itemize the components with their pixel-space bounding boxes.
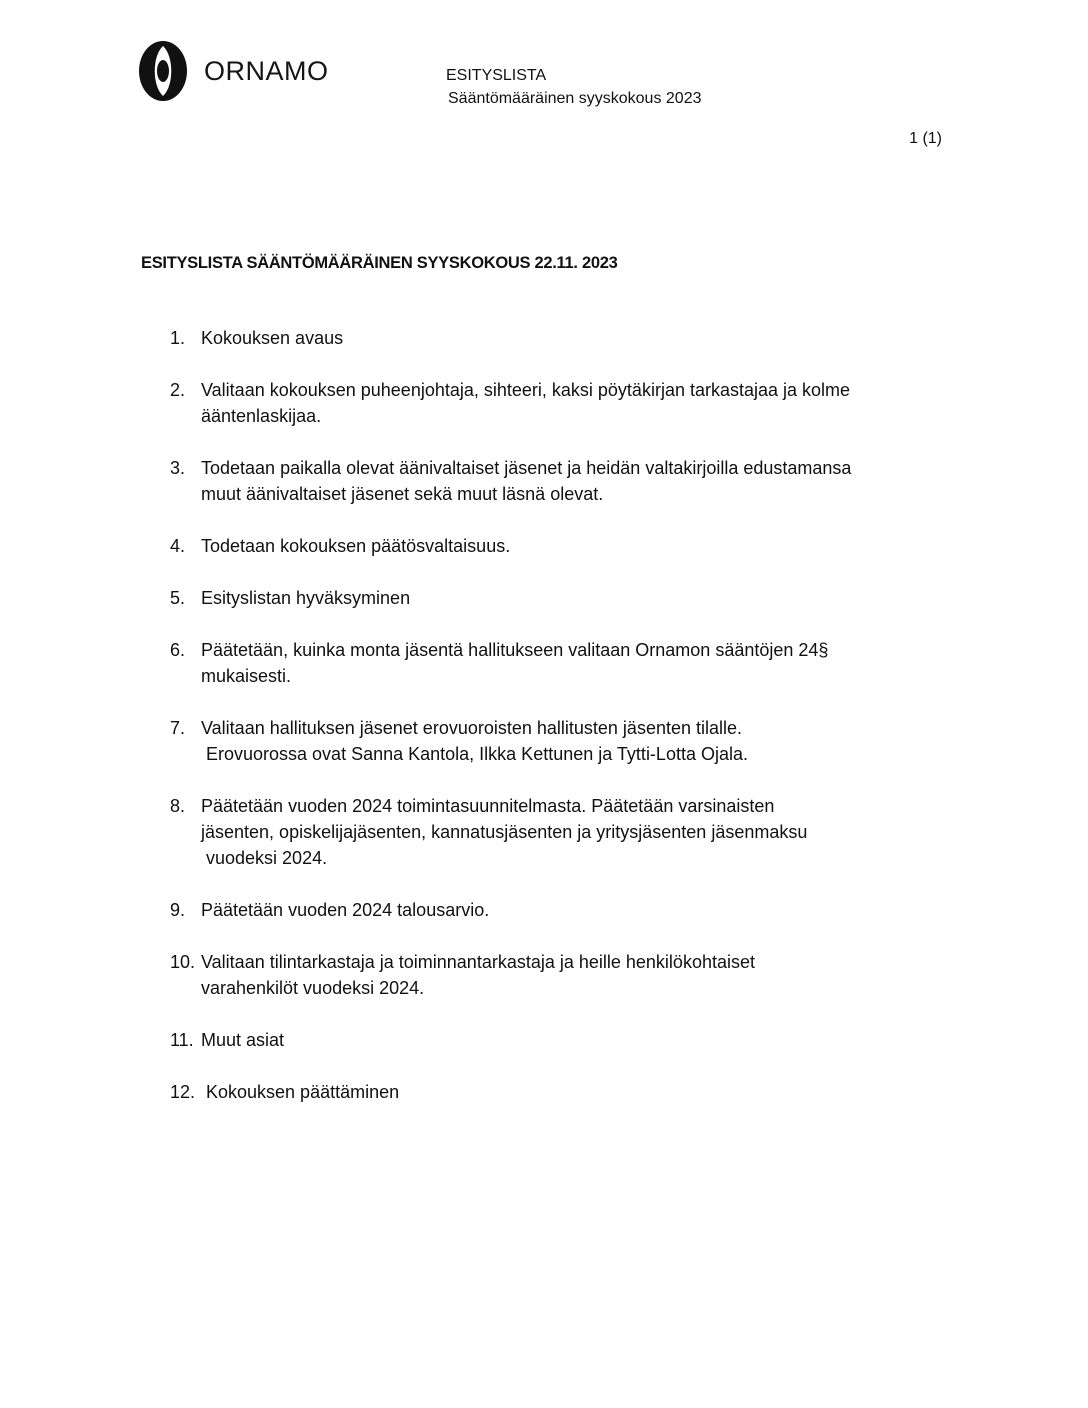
agenda-item-text <box>201 715 960 767</box>
agenda-item-number: 8. <box>170 796 186 816</box>
agenda-item-number: 1. <box>170 328 186 348</box>
agenda-item <box>170 949 960 1001</box>
agenda-item-line: Esityslistan hyväksyminen <box>201 588 411 608</box>
agenda-item-line: Päätetään vuoden 2024 talousarvio. <box>201 900 490 920</box>
agenda-item <box>170 715 960 767</box>
agenda-item-text <box>201 455 960 507</box>
logo-wordmark: ORNAMO <box>204 55 329 86</box>
agenda-item-line: Valitaan kokouksen puheenjohtaja, sihteeri, kaksi pöytäkirjan tarkastajaa ja kolme <box>201 380 851 400</box>
agenda-item-line: muut äänivaltaiset jäsenet sekä muut läsnä olevat. <box>201 484 604 504</box>
agenda-item <box>170 897 960 923</box>
agenda-item-line: vuodeksi 2024. <box>201 848 328 868</box>
agenda-item-text <box>201 533 960 559</box>
agenda-item-text <box>201 637 960 689</box>
agenda-item-line: Valitaan tilintarkastaja ja toiminnantarkastaja ja heille henkilökohtaiset <box>201 952 755 972</box>
document-header <box>446 64 702 110</box>
agenda-list <box>170 325 960 1105</box>
agenda-item-number: 11. <box>170 1030 194 1050</box>
agenda-item-number: 12. <box>170 1082 196 1102</box>
agenda-item-line: Erovuorossa ovat Sanna Kantola, Ilkka Kettunen ja Tytti-Lotta Ojala. <box>201 744 748 764</box>
agenda-item-number: 5. <box>170 588 186 608</box>
agenda-item <box>170 455 960 507</box>
agenda-item-line: Muut asiat <box>201 1030 285 1050</box>
agenda-item-line: jäsenten, opiskelijajäsenten, kannatusjäsenten ja yritysjäsenten jäsenmaksu <box>201 822 808 842</box>
agenda-item <box>170 325 960 351</box>
agenda-item <box>170 1027 960 1053</box>
agenda-item-line: Päätetään vuoden 2024 toimintasuunnitelmasta. Päätetään varsinaisten <box>201 796 775 816</box>
agenda-item-number: 3. <box>170 458 186 478</box>
ornamo-logo <box>138 40 329 102</box>
agenda-item-line: ääntenlaskijaa. <box>201 406 322 426</box>
agenda-item <box>170 793 960 871</box>
agenda-item-number: 9. <box>170 900 186 920</box>
document-title: ESITYSLISTA SÄÄNTÖMÄÄRÄINEN SYYSKOKOUS 22.11. 2023 <box>141 254 618 272</box>
agenda-item-text <box>201 793 960 871</box>
agenda-item <box>170 637 960 689</box>
agenda-item-line: mukaisesti. <box>201 666 292 686</box>
agenda-item-number: 10. <box>170 952 196 972</box>
agenda-item <box>170 533 960 559</box>
agenda-item-number: 7. <box>170 718 186 738</box>
agenda-item-number: 4. <box>170 536 186 556</box>
agenda-item-line: Kokouksen päättäminen <box>201 1082 400 1102</box>
agenda-item-text <box>201 1027 960 1053</box>
agenda-item-number: 2. <box>170 380 186 400</box>
agenda-item-line: varahenkilöt vuodeksi 2024. <box>201 978 425 998</box>
agenda-item-text <box>201 325 960 351</box>
agenda-item-text <box>201 1079 960 1105</box>
agenda-item-text <box>201 585 960 611</box>
document-subtitle: Sääntömääräinen syyskokous 2023 <box>448 90 702 107</box>
agenda-item-text <box>201 897 960 923</box>
agenda-item-text <box>201 377 960 429</box>
agenda-item-number: 6. <box>170 640 186 660</box>
agenda-item <box>170 377 960 429</box>
agenda-item-line: Päätetään, kuinka monta jäsentä hallitukseen valitaan Ornamon sääntöjen 24§ <box>201 640 829 660</box>
agenda-item <box>170 1079 960 1105</box>
document-type: ESITYSLISTA <box>446 67 547 84</box>
agenda-item-line: Kokouksen avaus <box>201 328 344 348</box>
agenda-item-line: Todetaan kokouksen päätösvaltaisuus. <box>201 536 511 556</box>
agenda-item-line: Todetaan paikalla olevat äänivaltaiset jäsenet ja heidän valtakirjoilla edustamansa <box>201 458 852 478</box>
agenda-item <box>170 585 960 611</box>
agenda-item-text <box>201 949 960 1001</box>
ornamo-logo-icon <box>138 40 188 102</box>
agenda-item-line: Valitaan hallituksen jäsenet erovuoroisten hallitusten jäsenten tilalle. <box>201 718 743 738</box>
page-number: 1 (1) <box>909 130 942 147</box>
